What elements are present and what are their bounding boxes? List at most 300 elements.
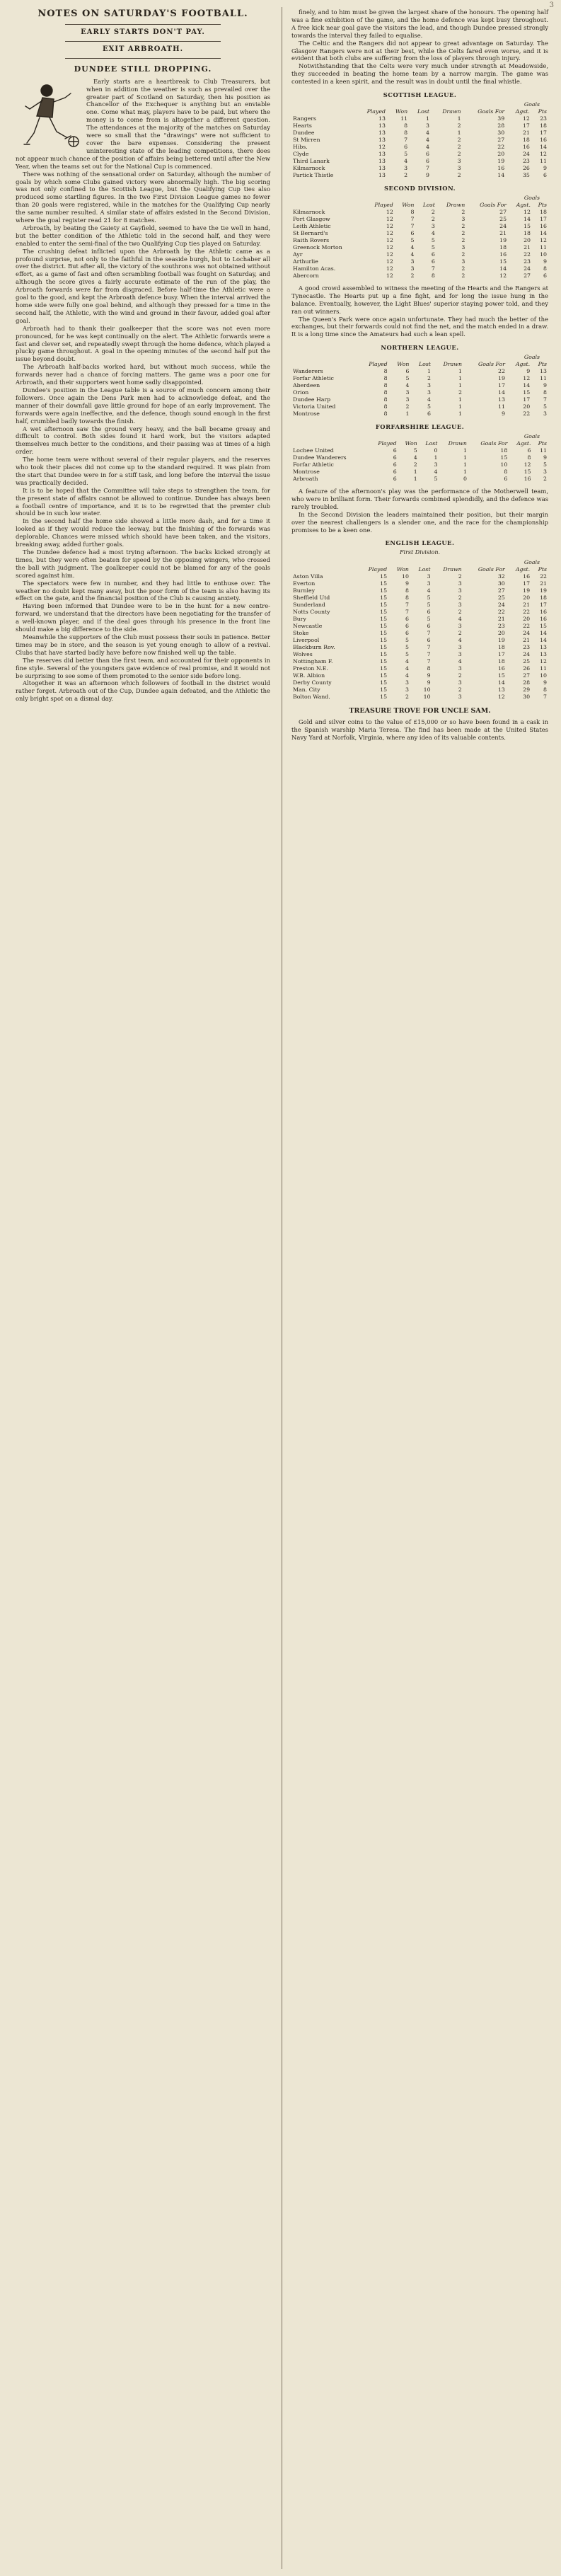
stat-cell: 2 [461, 236, 465, 243]
column-header-row [291, 440, 548, 447]
stat-cell: 11 [540, 375, 547, 382]
stat-cell: 3 [461, 258, 465, 265]
stat-cell: 17 [522, 122, 530, 129]
stat-cell: 1 [463, 454, 467, 461]
stat-cell: 2 [461, 251, 465, 258]
column-header-row [291, 361, 548, 368]
stat-cell: 8 [543, 265, 547, 272]
stat-cell: 26 [523, 665, 531, 672]
stat-cell: 10 [402, 573, 409, 580]
stat-cell: 3 [427, 382, 431, 389]
stat-cell: 13 [498, 396, 505, 403]
team-name-cell: Raith Rovers [293, 236, 330, 243]
goals-header-row [291, 195, 548, 202]
stat-cell: 12 [386, 229, 393, 236]
column-header-cell: Won [396, 566, 409, 573]
team-header-cell [291, 440, 369, 447]
team-name-cell: Ayr [293, 251, 303, 258]
stat-cell: 39 [497, 115, 505, 122]
stat-cell: 22 [498, 368, 505, 375]
stat-cell: 6 [431, 258, 435, 265]
stat-cell: 5 [405, 637, 409, 644]
headline-rule [65, 24, 221, 25]
column-header-cell: Goals For [478, 108, 505, 115]
stat-cell: 7 [427, 651, 431, 658]
team-name-cell: Dundee [293, 129, 315, 136]
team-name-cell: Arthurlie [293, 258, 318, 265]
table-row [291, 382, 548, 389]
stat-cell: 6 [543, 272, 547, 279]
stat-cell: 5 [410, 236, 415, 243]
stat-cell: 17 [497, 651, 505, 658]
stat-cell: 1 [458, 382, 462, 389]
column-header-cell: Goals For [478, 566, 505, 573]
stat-cell: 17 [498, 382, 505, 389]
stat-cell: 3 [461, 243, 465, 251]
stat-cell: 4 [458, 616, 462, 623]
stat-cell: 13 [378, 115, 386, 122]
blank-header-cell [291, 195, 364, 202]
stat-cell: 6 [504, 476, 508, 483]
goals-header-row [291, 559, 548, 566]
stat-cell: 3 [404, 164, 408, 171]
stat-cell: 18 [497, 644, 505, 651]
stat-cell: 15 [524, 468, 531, 476]
stat-cell: 6 [427, 410, 431, 418]
article-paragraph: Having been informed that Dundee were to be in the hunt for a new centre-forward, we understand that the directors have been negotiating for the transfer of a well-known player, and if the deal goes through his presence in the front line should make a big difference to the side. [16, 602, 270, 633]
stat-cell: 5 [405, 375, 410, 382]
league-table-body [291, 368, 548, 418]
stat-cell: 7 [427, 644, 431, 651]
stat-cell: 6 [404, 143, 408, 150]
stat-cell: 13 [378, 136, 386, 143]
stat-cell: 15 [380, 623, 388, 630]
stat-cell: 15 [380, 694, 388, 701]
stat-cell: 16 [540, 616, 547, 623]
article-paragraph: The Dundee defence had a most trying afternoon. The backs kicked strongly at times, but they were often beaten for speed by the opposing wingers, who crossed the ball with judgment. The goalkeeper could not be blamed for any of the goals scored against him. [16, 548, 270, 579]
table-row [291, 616, 548, 623]
goals-header-row [291, 101, 548, 108]
stat-cell: 22 [524, 251, 531, 258]
stat-cell: 29 [523, 686, 531, 694]
stat-cell: 9 [543, 382, 547, 389]
stat-cell: 2 [458, 686, 462, 694]
column-header-cell: Lost [422, 201, 435, 208]
column-header-cell: Drawn [448, 440, 467, 447]
article-paragraph: There was nothing of the sensational order on Saturday, although the number of goals by which some Clubs gained victory were abnormally high. The big scoring was not only confined to the Scottish League, but the Qualifying Cup ties also produced some startling figures. In the two First Division League games no fewer than 20 goals were registered, while in the matches for the Qualifying Cup nearly the same number resulted. A similar state of affairs existed in the Second Division, where the goal register read 21 for 8 matches. [16, 170, 270, 224]
stat-cell: 26 [522, 164, 530, 171]
stat-cell: 15 [380, 587, 388, 594]
stat-cell: 4 [427, 587, 431, 594]
team-header-cell [291, 108, 355, 115]
team-name-cell: Leith Athletic [293, 222, 331, 229]
stat-cell: 2 [461, 272, 465, 279]
article-paragraph: The Celtic and the Rangers did not appear to great advantage on Saturday. The Glasgow Rangers were not at their best, while the Celts fared even worse, and it is evident that both clubs are suffering from the loss of players through injury. [291, 39, 548, 62]
stat-cell: 24 [522, 150, 530, 157]
stat-cell: 11 [400, 115, 408, 122]
goals-header-row [291, 433, 548, 440]
stat-cell: 1 [413, 468, 417, 476]
team-header-cell [291, 361, 357, 368]
team-name-cell: Sheffield Utd [293, 594, 330, 602]
stat-cell: 25 [499, 215, 507, 222]
table-row [291, 375, 548, 382]
stat-cell: 9 [501, 410, 505, 418]
stat-cell: 2 [461, 222, 465, 229]
stat-cell: 3 [431, 222, 435, 229]
footballer-illustration [16, 81, 81, 151]
table-row [291, 454, 548, 461]
team-name-cell: Hearts [293, 122, 312, 129]
stat-cell: 18 [540, 122, 547, 129]
stat-cell: 15 [380, 580, 388, 587]
table-row [291, 637, 548, 644]
article-paragraph: Dundee's position in the League table is a source of much concern among their followers. Once again the Dens Park men had to acknowledge defeat, and the manner of their downfall gave little ground for hope of an early improvement. The forwards were again ineffective, and the defence, though sound enough in the first half, crumbled badly towards the finish. [16, 386, 270, 425]
stat-cell: 3 [458, 587, 462, 594]
stat-cell: 3 [458, 644, 462, 651]
team-name-cell: Aston Villa [293, 573, 323, 580]
team-name-cell: St Bernard's [293, 229, 328, 236]
stat-cell: 5 [413, 447, 417, 454]
stat-cell: 22 [497, 609, 505, 616]
stat-cell: 22 [523, 410, 531, 418]
stat-cell: 15 [380, 644, 388, 651]
article-paragraph: A wet afternoon saw the ground very heavy, and the ball became greasy and difficult to control. Both sides found it hard work, but the visitors adapted themselves much better to the conditions, and their passing was at times of a high order. [16, 425, 270, 456]
team-header-cell [291, 202, 364, 209]
stat-cell: 2 [461, 229, 465, 236]
column-header-cell: Won [405, 440, 417, 447]
team-name-cell: Victoria United [293, 403, 336, 410]
stat-cell: 18 [522, 136, 530, 143]
stat-cell: 24 [497, 602, 505, 609]
stat-cell: 12 [540, 658, 547, 665]
stat-cell: 8 [410, 208, 415, 215]
stat-cell: 4 [410, 243, 415, 251]
stat-cell: 8 [383, 389, 388, 396]
stat-cell: 6 [393, 468, 397, 476]
stat-cell: 10 [540, 251, 547, 258]
stat-cell: 0 [434, 447, 438, 454]
stat-cell: 4 [458, 658, 462, 665]
stat-cell: 25 [523, 658, 531, 665]
table-row [291, 144, 548, 151]
article-paragraph: In the second half the home side showed a little more dash, and for a time it looked as if they would reduce the leeway, but the finishing of the forwards was deplorable. Chances were missed which should have been taken, and the visitors, breaking away, added further goals. [16, 517, 270, 548]
league-table-head [291, 433, 548, 447]
stat-cell: 1 [463, 461, 467, 468]
stat-cell: 12 [386, 236, 393, 243]
stat-cell: 2 [413, 461, 417, 468]
stat-cell: 8 [527, 454, 531, 461]
stat-cell: 22 [523, 623, 531, 630]
team-name-cell: Notts County [293, 609, 330, 616]
article-paragraph: Notwithstanding that the Celts were very much under strength at Meadowside, they succeeded in beating the home team by a narrow margin. The game was contested in a keen spirit, and the result was in doubt until the final whistle. [291, 62, 548, 86]
stat-cell: 11 [498, 403, 505, 410]
stat-cell: 13 [540, 644, 547, 651]
league-table-head [291, 559, 548, 573]
stat-cell: 23 [524, 258, 531, 265]
league-table [291, 195, 548, 280]
article-paragraph: The reserves did better than the first team, and accounted for their opponents in fine style. Several of the youngsters gave evidence of real promise, and it would not be surprising to see some of them promoted to the senior side before long. [16, 656, 270, 679]
stat-cell: 15 [380, 651, 388, 658]
stat-cell: 4 [410, 251, 415, 258]
left-column [6, 0, 276, 2576]
stat-cell: 9 [405, 580, 409, 587]
stat-cell: 4 [431, 229, 435, 236]
stat-cell: 21 [523, 602, 531, 609]
team-name-cell: Derby County [293, 679, 332, 686]
stat-cell: 19 [497, 157, 505, 164]
table-row [291, 461, 548, 468]
stat-cell: 13 [497, 686, 505, 694]
league-table-subtitle: First Division. [399, 549, 441, 556]
stat-cell: 24 [523, 630, 531, 637]
stat-cell: 3 [458, 580, 462, 587]
stat-cell: 17 [540, 602, 547, 609]
stat-cell: 4 [404, 157, 408, 164]
stat-cell: 12 [386, 222, 393, 229]
table-row [291, 237, 548, 244]
stat-cell: 24 [524, 265, 531, 272]
stat-cell: 2 [457, 136, 461, 143]
stat-cell: 7 [431, 265, 435, 272]
league-table-title: NORTHERN LEAGUE. [381, 344, 459, 352]
table-row [291, 694, 548, 701]
article-paragraph: The crushing defeat inflicted upon the Arbroath by the Athletic came as a profound surprise, not only to the faithful in the seaside burgh, but to Lochaber all over the district. But after all, the victory of the southrons was not obtained without effort, as a game of fast and often scrambling football was fought on Saturday, and although the score gives a fairly accurate estimate of the run of the play, the Arbroath forwards were far from disgraced. Before half-time the Athletic were a goal to the good, and kept the Arbroath defence busy. When the interval arrived the home side were fully one goal behind, and although they pressed for a time in the second half, the Athletic, with the wind and ground in their favour, added goal after goal. [16, 247, 270, 324]
stat-cell: 6 [405, 368, 410, 375]
stat-cell: 9 [426, 171, 429, 178]
stat-cell: 8 [383, 375, 388, 382]
stat-cell: 7 [427, 658, 431, 665]
stat-cell: 6 [431, 251, 435, 258]
stat-cell: 13 [378, 150, 386, 157]
stat-cell: 2 [458, 573, 462, 580]
stat-cell: 3 [410, 258, 415, 265]
table-row [291, 476, 548, 483]
stat-cell: 2 [405, 694, 409, 701]
table-row [291, 623, 548, 630]
stat-cell: 12 [386, 251, 393, 258]
stat-cell: 5 [434, 476, 438, 483]
team-name-cell: Arbroath [293, 476, 318, 483]
stat-cell: 25 [497, 594, 505, 602]
right-column [286, 0, 555, 2576]
stat-cell: 3 [458, 679, 462, 686]
article-paragraph: Arbroath, by beating the Gaiety at Gayfield, seemed to have the tie well in hand, but the better condition of the Athletic told in the second half, and they were enabled to enter the semi-final of the two Qualifying Cup ties played on Saturday. [16, 224, 270, 247]
stat-cell: 5 [404, 150, 408, 157]
stat-cell: 8 [405, 594, 409, 602]
article-paragraph: Altogether it was an afternoon which followers of football in the district would rather forget. Arbroath out of the Cup, Dundee again defeated, and the Athletic the only bright spot on a dismal day. [16, 679, 270, 703]
column-header-row [291, 202, 548, 209]
column-header-cell: Goals For [480, 201, 507, 208]
stat-cell: 3 [405, 396, 410, 403]
team-name-cell: Stoke [293, 630, 309, 637]
table-row [291, 158, 548, 165]
stat-cell: 9 [543, 679, 547, 686]
goals-header-cell: Goals [524, 559, 540, 566]
column-header-cell: Played [366, 108, 386, 115]
stat-cell: 21 [522, 129, 530, 136]
column-header-cell: Played [374, 201, 393, 208]
stat-cell: 18 [497, 658, 505, 665]
stat-cell: 2 [457, 122, 461, 129]
table-row [291, 115, 548, 122]
stat-cell: 7 [410, 222, 415, 229]
stat-cell: 0 [463, 476, 467, 483]
stat-cell: 8 [543, 686, 547, 694]
stat-cell: 1 [457, 129, 461, 136]
stat-cell: 2 [461, 265, 465, 272]
stat-cell: 6 [527, 447, 531, 454]
stat-cell: 15 [380, 616, 388, 623]
stat-cell: 16 [523, 573, 531, 580]
goals-header-cell: Goals [524, 354, 540, 361]
stat-cell: 14 [499, 265, 507, 272]
team-name-cell: Kilmarnock [293, 164, 325, 171]
stat-cell: 30 [497, 129, 505, 136]
stat-cell: 1 [458, 403, 462, 410]
table-row [291, 594, 548, 602]
stat-cell: 16 [499, 251, 507, 258]
table-row [291, 665, 548, 672]
stat-cell: 3 [458, 602, 462, 609]
stat-cell: 3 [458, 623, 462, 630]
column-header-cell: Drawn [443, 566, 462, 573]
stat-cell: 6 [405, 616, 409, 623]
stat-cell: 5 [431, 243, 435, 251]
stat-cell: 20 [524, 236, 531, 243]
stat-cell: 8 [383, 382, 388, 389]
stat-cell: 4 [405, 658, 409, 665]
stat-cell: 15 [499, 258, 507, 265]
stat-cell: 8 [431, 272, 435, 279]
column-header-cell: Pts [538, 201, 547, 208]
stat-cell: 4 [427, 396, 431, 403]
team-name-cell: Burnley [293, 587, 316, 594]
league-table-title: FORFARSHIRE LEAGUE. [375, 423, 465, 431]
stat-cell: 8 [427, 665, 431, 672]
stat-cell: 14 [540, 229, 547, 236]
stat-cell: 11 [540, 447, 547, 454]
stat-cell: 7 [543, 694, 547, 701]
column-header-cell: Won [402, 201, 415, 208]
stat-cell: 1 [405, 410, 410, 418]
table-row [291, 672, 548, 679]
stat-cell: 21 [524, 243, 531, 251]
stat-cell: 12 [499, 272, 507, 279]
stat-cell: 8 [383, 368, 388, 375]
stat-cell: 4 [405, 672, 409, 679]
stat-cell: 15 [380, 665, 388, 672]
stat-cell: 13 [378, 171, 386, 178]
stat-cell: 5 [427, 616, 431, 623]
team-name-cell: Hamilton Acas. [293, 265, 336, 272]
stat-cell: 1 [457, 115, 461, 122]
stat-cell: 6 [405, 623, 409, 630]
table-row [291, 644, 548, 651]
league-table-head [291, 354, 548, 368]
stat-cell: 16 [524, 476, 531, 483]
stat-cell: 5 [431, 236, 435, 243]
stat-cell: 19 [540, 587, 547, 594]
stat-cell: 17 [540, 129, 547, 136]
stat-cell: 5 [427, 594, 431, 602]
stat-cell: 20 [523, 594, 531, 602]
stat-cell: 5 [427, 602, 431, 609]
stat-cell: 18 [500, 447, 508, 454]
stat-cell: 2 [458, 672, 462, 679]
stat-cell: 16 [540, 222, 547, 229]
stat-cell: 18 [499, 243, 507, 251]
blank-header-cell [291, 101, 355, 108]
column-header-cell: Pts [538, 566, 547, 573]
article-paragraph: Early starts are a heartbreak to Club Treasurers, but when in addition the weather is such as prevailed over the greater part of Scotland on Saturday, then his position as Chancellor of the Exchequer is anything but an enviable one. Come what may, players have to be paid, but where the money is to come from is altogether a different question. The attendances at the majority of the matches on Saturday were so small that the "drawings" were not sufficient to cover the bare expenses. Considering the present uninteresting state of the leading competitions, there does not appear much chance of the position of affairs being bettered until after the New Year, when the teams set out for the National Cup is commenced. [16, 77, 270, 170]
stat-cell: 27 [497, 587, 505, 594]
team-name-cell: Forfar Athletic [293, 375, 334, 382]
stat-cell: 12 [386, 258, 393, 265]
stat-cell: 2 [404, 171, 408, 178]
column-header-cell: Lost [425, 440, 438, 447]
stat-cell: 14 [540, 143, 547, 150]
table-row [291, 216, 548, 223]
stat-cell: 2 [461, 208, 465, 215]
team-name-cell: Dundee Harp [293, 396, 331, 403]
article-paragraph: The Arbroath half-backs worked hard, but without much success, while the forwards never had a chance of forcing matters. The game was a poor one for Arbroath, and their supporters went home sadly disappointed. [16, 363, 270, 386]
stat-cell: 9 [427, 679, 431, 686]
league-table [291, 559, 548, 701]
stat-cell: 28 [523, 679, 531, 686]
table-row [291, 389, 548, 396]
team-name-cell: Man. City [293, 686, 320, 694]
stat-cell: 12 [386, 208, 393, 215]
team-name-cell: Dundee Wanderers [293, 454, 347, 461]
column-header-cell: Won [395, 108, 408, 115]
stat-cell: 18 [524, 229, 531, 236]
goals-header-row [291, 354, 548, 361]
stat-cell: 15 [497, 672, 505, 679]
table-row [291, 602, 548, 609]
stat-cell: 4 [426, 143, 429, 150]
team-name-cell: Sunderland [293, 602, 325, 609]
stat-cell: 17 [523, 580, 531, 587]
stat-cell: 3 [458, 665, 462, 672]
stat-cell: 22 [497, 143, 505, 150]
table-row [291, 403, 548, 410]
stat-cell: 1 [413, 476, 417, 483]
league-table-title: ENGLISH LEAGUE. [385, 539, 455, 547]
stat-cell: 15 [380, 672, 388, 679]
column-header-cell: Pts [538, 108, 547, 115]
treasure-trove-text: Gold and silver coins to the value of £15,000 or so have been found in a cask in the Spanish warship Maria Teresa. The find has been made at the United States Navy Yard at Norfolk, Virginia, where any idea of its valuable contents. [291, 718, 548, 741]
stat-cell: 2 [458, 609, 462, 616]
league-table-body [291, 447, 548, 483]
table-row [291, 630, 548, 637]
team-name-cell: Partick Thistle [293, 171, 334, 178]
team-name-cell: Orion [293, 389, 309, 396]
table-row [291, 580, 548, 587]
stat-cell: 16 [497, 665, 505, 672]
stat-cell: 15 [380, 573, 388, 580]
team-name-cell: Aberdeen [293, 382, 320, 389]
stat-cell: 5 [543, 461, 547, 468]
stat-cell: 6 [427, 609, 431, 616]
stat-cell: 16 [540, 136, 547, 143]
subhead-early-starts: EARLY STARTS DON'T PAY. [81, 28, 205, 36]
stat-cell: 3 [434, 461, 438, 468]
team-name-cell: W.B. Albion [293, 672, 325, 679]
league-table-title: SECOND DIVISION. [383, 184, 456, 192]
table-row [291, 230, 548, 237]
league-table-title: SCOTTISH LEAGUE. [383, 91, 457, 99]
